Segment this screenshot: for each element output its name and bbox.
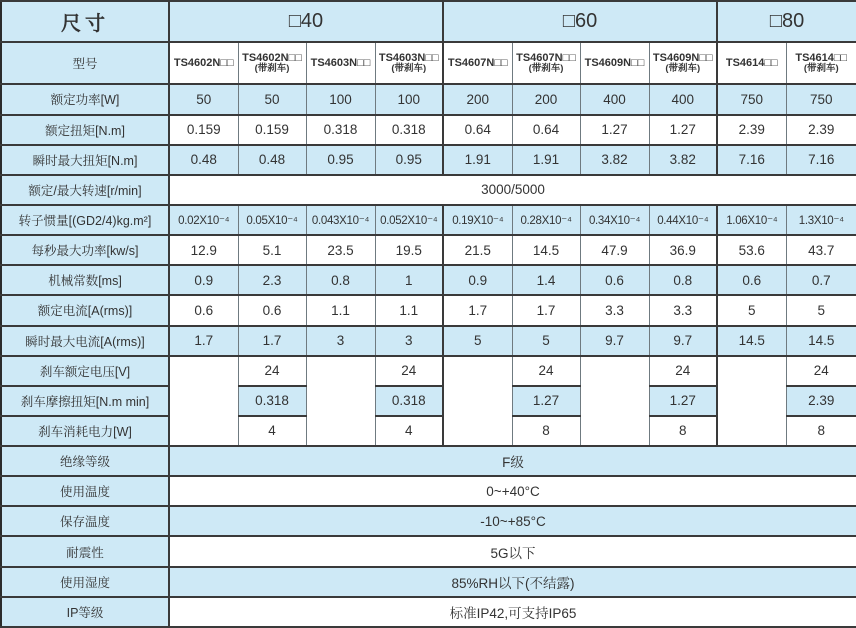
spec-cell: 1.27 <box>649 386 717 416</box>
row-rated-current <box>1 295 856 325</box>
row-label: 机械常数[ms] <box>1 265 169 295</box>
spec-cell: 0.6 <box>580 265 649 295</box>
model-sub: (带刹车) <box>254 63 290 75</box>
row-label: 瞬时最大扭矩[N.m] <box>1 145 169 175</box>
spec-cell: 0.44X10⁻⁴ <box>649 205 717 235</box>
model-cell <box>375 42 443 84</box>
row-inertia <box>1 205 856 235</box>
spec-cell: 0.6 <box>238 295 306 325</box>
row-label: 转子惯量[(GD2/4)kg.m²] <box>1 205 169 235</box>
spec-cell: 2.3 <box>238 265 306 295</box>
spec-cell: 12.9 <box>169 235 238 265</box>
empty-cell <box>306 356 375 446</box>
spec-cell-merged: 5G以下 <box>169 536 856 566</box>
spec-cell: 0.34X10⁻⁴ <box>580 205 649 235</box>
row-label: 额定扭矩[N.m] <box>1 115 169 145</box>
spec-cell: 1 <box>375 265 443 295</box>
row-label: 每秒最大功率[kw/s] <box>1 235 169 265</box>
row-label: 保存温度 <box>1 506 169 536</box>
row-label: IP等级 <box>1 597 169 627</box>
row-speed <box>1 175 856 205</box>
spec-cell: 3 <box>375 326 443 356</box>
spec-cell: 0.28X10⁻⁴ <box>512 205 580 235</box>
spec-cell: 0.318 <box>238 386 306 416</box>
spec-cell: 0.318 <box>375 115 443 145</box>
spec-cell: 21.5 <box>443 235 512 265</box>
row-ip-rating <box>1 597 856 627</box>
spec-cell: 1.1 <box>375 295 443 325</box>
spec-cell: 19.5 <box>375 235 443 265</box>
spec-cell: 24 <box>512 356 580 386</box>
spec-cell: 7.16 <box>786 145 856 175</box>
empty-cell <box>443 356 512 446</box>
spec-cell: 3.3 <box>580 295 649 325</box>
spec-cell: 0.159 <box>169 115 238 145</box>
row-label: 刹车摩擦扭矩[N.m min] <box>1 386 169 416</box>
spec-cell: 3.82 <box>649 145 717 175</box>
spec-cell-merged: 0~+40°C <box>169 476 856 506</box>
spec-cell: 53.6 <box>717 235 786 265</box>
spec-cell: 0.95 <box>375 145 443 175</box>
spec-cell: 0.05X10⁻⁴ <box>238 205 306 235</box>
model-name: TS4609N□□ <box>584 56 645 69</box>
spec-cell: 5 <box>512 326 580 356</box>
row-label: 额定/最大转速[r/min] <box>1 175 169 205</box>
spec-cell: 750 <box>717 84 786 114</box>
spec-cell: 23.5 <box>306 235 375 265</box>
header-row <box>1 1 856 42</box>
model-name: TS4607N□□ <box>516 51 576 64</box>
spec-cell: 24 <box>238 356 306 386</box>
row-label: 瞬时最大电流[A(rms)] <box>1 326 169 356</box>
row-label: 额定功率[W] <box>1 84 169 114</box>
spec-cell: 3.82 <box>580 145 649 175</box>
spec-cell: 0.6 <box>717 265 786 295</box>
spec-cell: 8 <box>649 416 717 446</box>
spec-cell: 1.06X10⁻⁴ <box>717 205 786 235</box>
spec-cell: 43.7 <box>786 235 856 265</box>
row-rated-torque <box>1 115 856 145</box>
spec-cell: 24 <box>649 356 717 386</box>
row-label-model: 型号 <box>1 42 169 84</box>
spec-cell: 1.7 <box>443 295 512 325</box>
spec-cell: 9.7 <box>580 326 649 356</box>
spec-cell: 2.39 <box>786 386 856 416</box>
spec-cell: 400 <box>649 84 717 114</box>
row-label: 使用湿度 <box>1 567 169 597</box>
row-label: 刹车额定电压[V] <box>1 356 169 386</box>
spec-cell-merged: 85%RH以下(不结露) <box>169 567 856 597</box>
model-cell <box>512 42 580 84</box>
spec-cell: 4 <box>375 416 443 446</box>
row-label: 耐震性 <box>1 536 169 566</box>
empty-cell <box>580 356 649 446</box>
spec-cell: 0.159 <box>238 115 306 145</box>
spec-cell: 1.91 <box>512 145 580 175</box>
row-storage-temp <box>1 506 856 536</box>
row-label: 绝缘等级 <box>1 446 169 476</box>
spec-cell: 0.052X10⁻⁴ <box>375 205 443 235</box>
spec-cell: 1.27 <box>649 115 717 145</box>
corner-label: 尺寸 <box>1 1 169 42</box>
spec-cell: 36.9 <box>649 235 717 265</box>
model-sub: (带刹车) <box>803 63 839 75</box>
spec-cell: 1.3X10⁻⁴ <box>786 205 856 235</box>
model-sub: (带刹车) <box>528 63 564 75</box>
spec-cell: 8 <box>512 416 580 446</box>
spec-cell: 2.39 <box>786 115 856 145</box>
spec-cell: 9.7 <box>649 326 717 356</box>
model-name: TS4614□□ <box>795 51 848 64</box>
model-cell <box>306 42 375 84</box>
spec-cell: 50 <box>238 84 306 114</box>
spec-cell: 0.6 <box>169 295 238 325</box>
spec-cell: 0.48 <box>169 145 238 175</box>
model-sub: (带刹车) <box>665 63 701 75</box>
spec-cell: 750 <box>786 84 856 114</box>
spec-cell: 0.043X10⁻⁴ <box>306 205 375 235</box>
row-brake-voltage <box>1 356 856 386</box>
spec-cell: 0.8 <box>649 265 717 295</box>
spec-cell: 5 <box>443 326 512 356</box>
spec-cell: 200 <box>443 84 512 114</box>
spec-cell: 24 <box>786 356 856 386</box>
row-peak-current <box>1 326 856 356</box>
spec-cell: 0.318 <box>375 386 443 416</box>
model-name: TS4602N□□ <box>173 56 234 69</box>
spec-cell: 1.91 <box>443 145 512 175</box>
spec-cell: 8 <box>786 416 856 446</box>
spec-cell: 14.5 <box>512 235 580 265</box>
row-mech-const <box>1 265 856 295</box>
spec-cell: 100 <box>375 84 443 114</box>
group-header-80: □80 <box>717 1 856 42</box>
model-name: TS4603N□□ <box>310 56 371 69</box>
row-humidity <box>1 567 856 597</box>
model-name: TS4602N□□ <box>242 51 302 64</box>
group-header-40: □40 <box>169 1 443 42</box>
model-name: TS4609N□□ <box>652 51 713 64</box>
spec-cell-merged: 3000/5000 <box>169 175 856 205</box>
row-label: 使用温度 <box>1 476 169 506</box>
spec-cell: 5 <box>786 295 856 325</box>
spec-cell: 3 <box>306 326 375 356</box>
spec-cell: 4 <box>238 416 306 446</box>
spec-cell: 5.1 <box>238 235 306 265</box>
spec-cell: 14.5 <box>786 326 856 356</box>
row-label: 刹车消耗电力[W] <box>1 416 169 446</box>
spec-cell: 0.48 <box>238 145 306 175</box>
spec-cell: 0.64 <box>443 115 512 145</box>
spec-cell: 0.8 <box>306 265 375 295</box>
row-model <box>1 42 856 84</box>
row-power-rate <box>1 235 856 265</box>
spec-cell: 1.7 <box>238 326 306 356</box>
spec-cell: 14.5 <box>717 326 786 356</box>
row-vibration <box>1 536 856 566</box>
spec-cell: 0.19X10⁻⁴ <box>443 205 512 235</box>
model-name: TS4603N□□ <box>378 51 439 64</box>
spec-cell-merged: 标准IP42,可支持IP65 <box>169 597 856 627</box>
model-cell <box>443 42 512 84</box>
row-operating-temp <box>1 476 856 506</box>
spec-cell: 5 <box>717 295 786 325</box>
row-peak-torque <box>1 145 856 175</box>
model-sub: (带刹车) <box>391 63 427 75</box>
model-cell <box>238 42 306 84</box>
empty-cell <box>717 356 786 446</box>
spec-cell: 1.7 <box>512 295 580 325</box>
spec-cell: 1.1 <box>306 295 375 325</box>
spec-cell: 100 <box>306 84 375 114</box>
spec-cell: 0.9 <box>443 265 512 295</box>
model-name: TS4607N□□ <box>447 56 508 69</box>
spec-cell: 50 <box>169 84 238 114</box>
spec-cell: 0.318 <box>306 115 375 145</box>
spec-cell-merged: -10~+85°C <box>169 506 856 536</box>
spec-cell: 2.39 <box>717 115 786 145</box>
spec-cell: 1.27 <box>580 115 649 145</box>
model-cell <box>786 42 856 84</box>
spec-cell: 0.02X10⁻⁴ <box>169 205 238 235</box>
row-insulation <box>1 446 856 476</box>
row-rated-power <box>1 84 856 114</box>
spec-cell: 7.16 <box>717 145 786 175</box>
model-cell <box>649 42 717 84</box>
row-label: 额定电流[A(rms)] <box>1 295 169 325</box>
spec-cell: 1.4 <box>512 265 580 295</box>
spec-cell: 24 <box>375 356 443 386</box>
group-header-60: □60 <box>443 1 717 42</box>
model-name: TS4614□□ <box>725 56 778 69</box>
spec-cell: 0.95 <box>306 145 375 175</box>
spec-cell: 1.27 <box>512 386 580 416</box>
spec-cell: 400 <box>580 84 649 114</box>
spec-cell: 200 <box>512 84 580 114</box>
model-cell <box>580 42 649 84</box>
spec-cell-merged: F级 <box>169 446 856 476</box>
spec-cell: 1.7 <box>169 326 238 356</box>
empty-cell <box>169 356 238 446</box>
model-cell <box>169 42 238 84</box>
spec-cell: 47.9 <box>580 235 649 265</box>
model-cell <box>717 42 786 84</box>
spec-cell: 0.7 <box>786 265 856 295</box>
spec-cell: 0.9 <box>169 265 238 295</box>
spec-cell: 0.64 <box>512 115 580 145</box>
spec-cell: 3.3 <box>649 295 717 325</box>
